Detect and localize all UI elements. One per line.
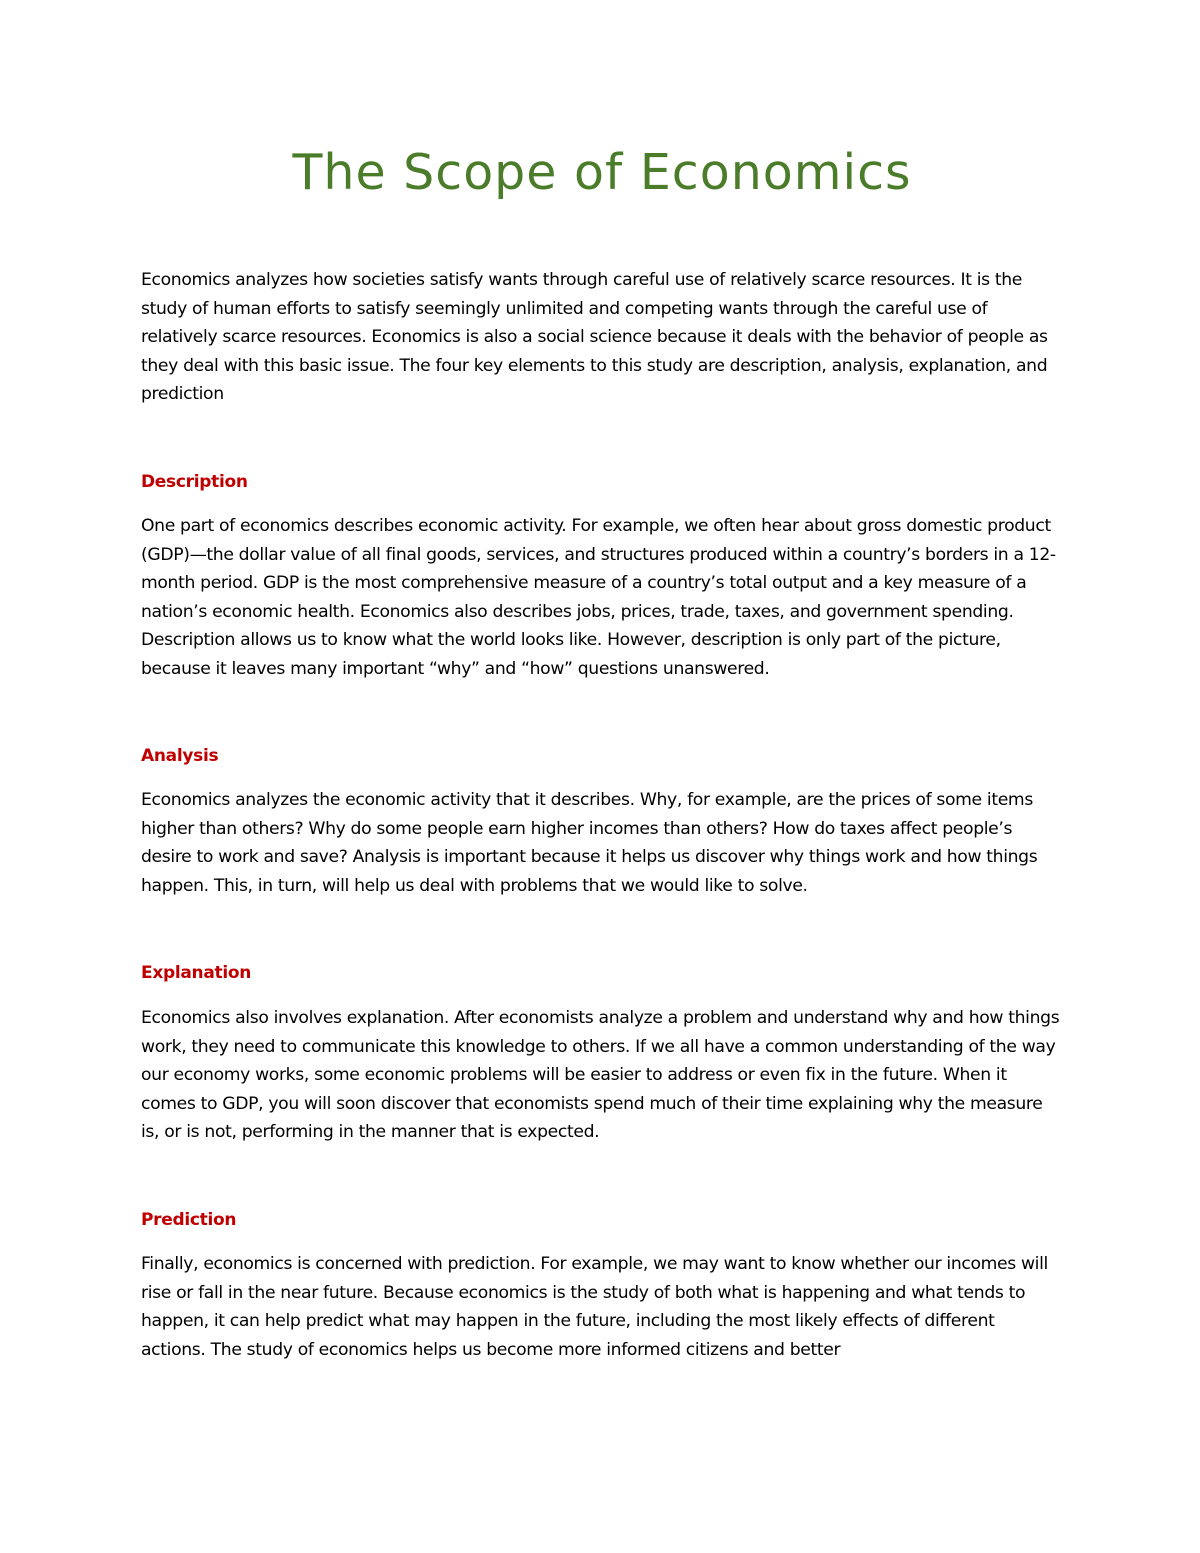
section-body-description: One part of economics describes economic activity. For example, we often hear about gross domestic product (GDP)—the dollar value of all final goods, services, and structures produced within a country’s borders in a 12-month period. GDP is the most comprehensive measure of a country’s total output and a key measure of a nation’s economic health. Economics also describes jobs, prices, trade, taxes, and government spending. Description allows us to know what the world looks like. However, description is only part of the picture, because it leaves many important “why” and “how” questions unanswered. (141, 516, 1056, 679)
section-heading-description: Description (141, 472, 248, 492)
section-heading-explanation: Explanation (141, 963, 252, 983)
section-body-explanation: Economics also involves explanation. After economists analyze a problem and understand why and how things work, they need to communicate this knowledge to others. If we all have a common understanding of the way our economy works, some economic problems will be easier to address or even fix in the future. When it comes to GDP, you will soon discover that economists spend much of their time explaining why the measure is, or is not, performing in the manner that is expected. (141, 1008, 1060, 1143)
section-body-analysis: Economics analyzes the economic activity that it describes. Why, for example, are the prices of some items higher than others? Why do some people earn higher incomes than others? How do taxes affect people’s desire to work and save? Analysis is important because it helps us discover why things work and how things happen. This, in turn, will help us deal with problems that we would like to solve. (141, 790, 1038, 896)
document-title: The Scope of Economics (292, 144, 912, 201)
section-body-prediction: Finally, economics is concerned with prediction. For example, we may want to know whether our incomes will rise or fall in the near future. Because economics is the study of both what is happening and what tends to happen, it can help predict what may happen in the future, including the most likely effects of different actions. The study of economics helps us become more informed citizens and better (141, 1254, 1048, 1360)
section-heading-analysis: Analysis (141, 746, 219, 766)
section-heading-prediction: Prediction (141, 1210, 237, 1230)
intro-paragraph: Economics analyzes how societies satisfy wants through careful use of relatively scarce resources. It is the study of human efforts to satisfy seemingly unlimited and competing wants through the careful use of relatively scarce resources. Economics is also a social science because it deals with the behavior of people as they deal with this basic issue. The four key elements to this study are description, analysis, explanation, and prediction (141, 270, 1048, 405)
